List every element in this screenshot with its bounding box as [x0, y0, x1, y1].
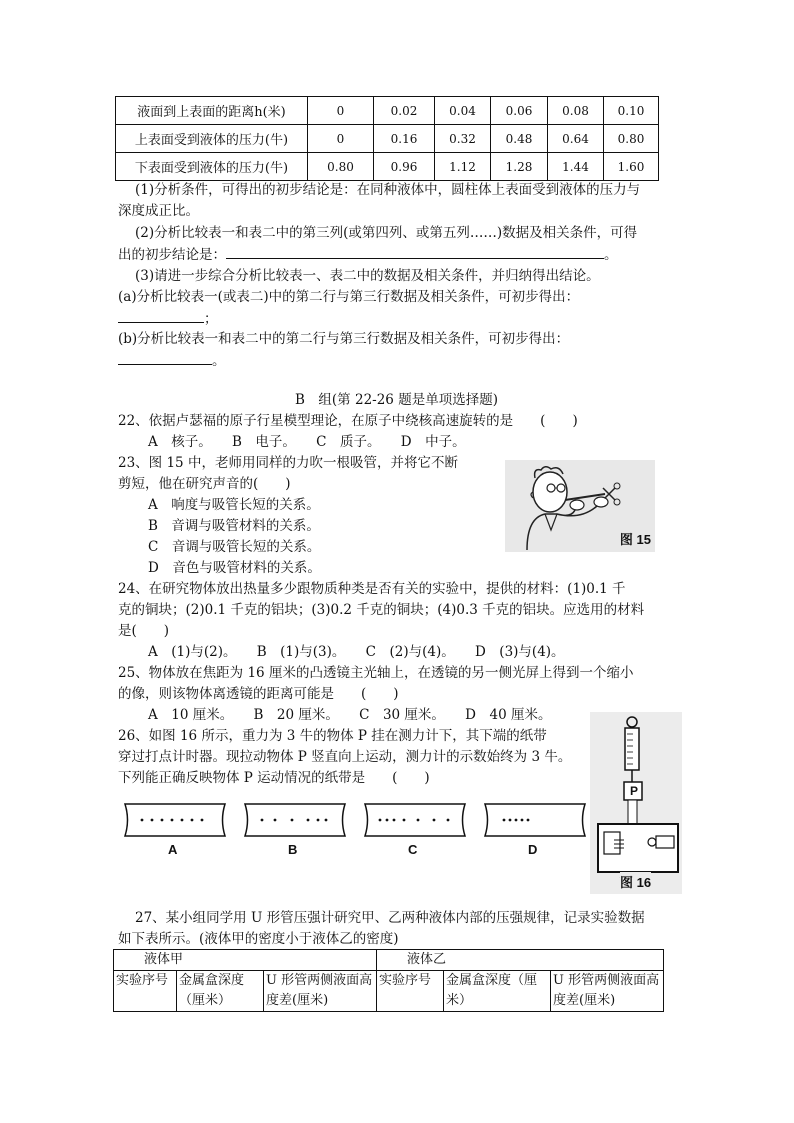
- q21-part3a: (a)分析比较表一(或表二)中的第二行与第三行数据及相关条件，可初步得出：: [118, 289, 580, 305]
- table-row: [116, 97, 659, 125]
- q24-stem-3: 是( ): [118, 623, 170, 639]
- q21-part3b-answer: [118, 350, 226, 372]
- q24-stem-1: 24、在研究物体放出热量多少跟物质种类是否有关的实验中，提供的材料：(1)0.1 千: [118, 581, 626, 597]
- q21-part2: (2)分析比较表一和表二中的第三列(或第四列、或第五列……)数据及相关条件，可得: [135, 225, 638, 241]
- q22-options: A 核子。 B 电子。 C 质子。 D 中子。: [148, 434, 466, 450]
- table-cell: 0: [308, 125, 374, 153]
- column-header: 实验序号: [114, 971, 177, 1012]
- table-cell: 0.10: [604, 97, 659, 125]
- q21-part3: (3)请进一步综合分析比较表一、表二中的数据及相关条件，并归纳得出结论。: [135, 268, 600, 284]
- table-cell: 0.06: [491, 97, 548, 125]
- column-header: U 形管两侧液面高度差(厘米): [264, 971, 377, 1012]
- paper-tape-a[interactable]: [120, 800, 230, 860]
- table-cell: 0: [308, 97, 374, 125]
- q21-part3b-end: 。: [212, 353, 226, 369]
- figure-16-label: 图 16: [620, 872, 651, 891]
- q27-stem-2: 如下表所示。(液体甲的密度小于液体乙的密度): [118, 931, 399, 947]
- column-header: U 形管两侧液面高度差(厘米): [551, 971, 664, 1012]
- tape-label-d: D: [528, 842, 538, 857]
- tape-label-c: C: [408, 842, 418, 857]
- table-row: [116, 125, 659, 153]
- q21-part3a-answer: [118, 308, 218, 330]
- table-cell: 1.60: [604, 153, 659, 181]
- q23-option-a: A 响度与吸管长短的关系。: [148, 497, 320, 513]
- object-p-label: P: [630, 784, 639, 798]
- q23-stem-2: 剪短，他在研究声音的( ): [118, 476, 291, 492]
- paper-tape-c[interactable]: [360, 800, 470, 860]
- table-cell: 1.12: [435, 153, 491, 181]
- table-row: [114, 950, 664, 971]
- table-cell: 0.80: [308, 153, 374, 181]
- section-heading: B 组(第 22-26 题是单项选择题): [295, 392, 498, 408]
- row-label: 下表面受到液体的压力(牛): [116, 153, 308, 181]
- table-cell: 0.48: [491, 125, 548, 153]
- q21-part1-cont: 深度成正比。: [118, 203, 199, 219]
- q24-stem-2: 克的铜块；(2)0.1 千克的铝块；(3)0.2 千克的铜块；(4)0.3 千克的铝块。应选用的材料: [118, 602, 645, 618]
- q21-part2-end: 。: [604, 247, 618, 263]
- row-label: 上表面受到液体的压力(牛): [116, 125, 308, 153]
- table-row: [116, 153, 659, 181]
- q23-option-b: B 音调与吸管材料的关系。: [148, 518, 320, 534]
- table-row: [114, 971, 664, 1012]
- group-header-liquid-a: 液体甲: [114, 950, 377, 971]
- answer-blank[interactable]: [118, 350, 212, 365]
- table-cell: 0.08: [548, 97, 604, 125]
- q23-option-d: D 音色与吸管材料的关系。: [148, 560, 321, 576]
- q25-stem-2: 的像，则该物体离透镜的距离可能是 ( ): [118, 686, 399, 702]
- q26-stem-1: 26、如图 16 所示，重力为 3 牛的物体 P 挂在测力计下，其下端的纸带: [118, 728, 547, 744]
- data-table-1: [115, 96, 659, 181]
- q23-option-c: C 音调与吸管长短的关系。: [148, 539, 321, 555]
- q24-options: A (1)与(2)。 B (1)与(3)。 C (2)与(4)。 D (3)与(4)。: [148, 644, 565, 660]
- figure-15: [505, 460, 655, 552]
- q21-part3b: (b)分析比较表一和表二中的第二行与第三行数据及相关条件，可初步得出：: [118, 331, 570, 347]
- table-cell: 0.32: [435, 125, 491, 153]
- tape-label-a: A: [168, 842, 178, 857]
- q25-stem-1: 25、物体放在焦距为 16 厘米的凸透镜主光轴上，在透镜的另一侧光屏上得到一个缩小: [118, 665, 634, 681]
- table-cell: 0.80: [604, 125, 659, 153]
- group-header-liquid-b: 液体乙: [377, 950, 664, 971]
- figure-16: [590, 712, 682, 894]
- column-header: 实验序号: [377, 971, 444, 1012]
- spring-scale-timer-illustration: [590, 712, 682, 894]
- q21-part2-lead: 出的初步结论是：: [118, 247, 226, 263]
- tape-label-b: B: [288, 842, 298, 857]
- q25-options: A 10 厘米。 B 20 厘米。 C 30 厘米。 D 40 厘米。: [148, 707, 552, 723]
- q22-stem: 22、依据卢瑟福的原子行星模型理论，在原子中绕核高速旋转的是 ( ): [118, 413, 578, 429]
- table-cell: 0.16: [374, 125, 435, 153]
- paper-tape-d[interactable]: [480, 800, 590, 860]
- data-table-2: [113, 949, 664, 1012]
- table-cell: 0.64: [548, 125, 604, 153]
- table-cell: 0.96: [374, 153, 435, 181]
- q27-stem-1: 27、某小组同学用 U 形管压强计研究甲、乙两种液体内部的压强规律，记录实验数据: [135, 910, 645, 926]
- column-header: 金属盒深度（厘米）: [177, 971, 264, 1012]
- table-cell: 0.02: [374, 97, 435, 125]
- row-label: 液面到上表面的距离h(米): [116, 97, 308, 125]
- q21-part1: (1)分析条件，可得出的初步结论是：在同种液体中，圆柱体上表面受到液体的压力与: [135, 182, 641, 198]
- table-cell: 0.04: [435, 97, 491, 125]
- q21-part2-cont: [118, 244, 618, 266]
- paper-tape-b[interactable]: [240, 800, 350, 860]
- column-header: 金属盒深度（厘米）: [444, 971, 551, 1012]
- table-cell: 1.44: [548, 153, 604, 181]
- figure-15-label: 图 15: [619, 532, 651, 547]
- q26-stem-2: 穿过打点计时器。现拉动物体 P 竖直向上运动，测力计的示数始终为 3 牛。: [118, 749, 572, 765]
- q23-stem-1: 23、图 15 中，老师用同样的力吹一根吸管，并将它不断: [118, 455, 458, 471]
- answer-blank[interactable]: [226, 244, 604, 259]
- answer-blank[interactable]: [118, 308, 204, 323]
- q26-stem-3: 下列能正确反映物体 P 运动情况的纸带是 ( ): [118, 770, 430, 786]
- q21-part3a-end: ；: [204, 311, 218, 327]
- table-cell: 1.28: [491, 153, 548, 181]
